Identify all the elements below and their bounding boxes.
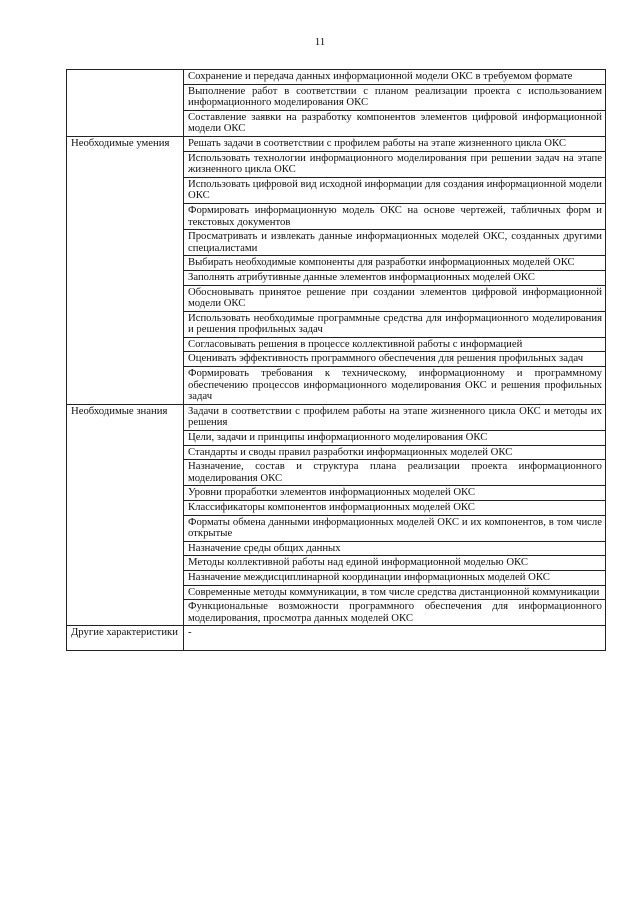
section-item: Назначение среды общих данных — [184, 541, 606, 556]
table-row — [67, 404, 606, 430]
section-item: Использовать технологии информационного моделирования при решении задач на этапе жизненного цикла ОКС — [184, 151, 606, 177]
section-item: Уровни проработки элементов информационных моделей ОКС — [184, 486, 606, 501]
section-item: Задачи в соответствии с профилем работы на этапе жизненного цикла ОКС и методы их решения — [184, 404, 606, 430]
section-item: Функциональные возможности программного обеспечения для информационного моделирования, просмотра данных моделей ОКС — [184, 600, 606, 626]
section-item: Согласовывать решения в процессе коллективной работы с информацией — [184, 337, 606, 352]
section-item: Цели, задачи и принципы информационного моделирования ОКС — [184, 431, 606, 446]
section-item: Формировать требования к техническому, информационному и программному обеспечению процессов информационного моделирования ОКС и решения профильных задач — [184, 367, 606, 405]
page-number: 11 — [314, 36, 326, 48]
section-item: Сохранение и передача данных информационной модели ОКС в требуемом формате — [184, 70, 606, 85]
section-label — [67, 70, 184, 137]
competency-table-body — [67, 70, 606, 651]
section-item: Просматривать и извлекать данные информационных моделей ОКС, созданных другими специалистами — [184, 230, 606, 256]
section-item: - — [184, 626, 606, 651]
section-label: Другие характеристики — [67, 626, 184, 651]
section-item: Использовать цифровой вид исходной информации для создания информационной модели ОКС — [184, 177, 606, 203]
competency-table — [66, 69, 606, 651]
section-item: Оценивать эффективность программного обеспечения для решения профильных задач — [184, 352, 606, 367]
section-item: Выполнение работ в соответствии с планом реализации проекта с использованием информационного моделирования ОКС — [184, 84, 606, 110]
section-item: Назначение междисциплинарной координации информационных моделей ОКС — [184, 570, 606, 585]
table-row — [67, 136, 606, 151]
section-item: Формировать информационную модель ОКС на основе чертежей, табличных форм и текстовых документов — [184, 203, 606, 229]
section-item: Методы коллективной работы над единой информационной моделью ОКС — [184, 556, 606, 571]
section-item: Использовать необходимые программные средства для информационного моделирования и решения профильных задач — [184, 311, 606, 337]
table-row — [67, 70, 606, 85]
section-item: Решать задачи в соответствии с профилем работы на этапе жизненного цикла ОКС — [184, 136, 606, 151]
section-label: Необходимые умения — [67, 136, 184, 404]
section-item: Современные методы коммуникации, в том числе средства дистанционной коммуникации — [184, 585, 606, 600]
section-item: Назначение, состав и структура плана реализации проекта информационного моделирования ОКС — [184, 460, 606, 486]
section-item: Классификаторы компонентов информационных моделей ОКС — [184, 501, 606, 516]
section-item: Выбирать необходимые компоненты для разработки информационных моделей ОКС — [184, 256, 606, 271]
section-item: Форматы обмена данными информационных моделей ОКС и их компонентов, в том числе открытые — [184, 515, 606, 541]
section-item: Стандарты и своды правил разработки информационных моделей ОКС — [184, 445, 606, 460]
section-item: Обосновывать принятое решение при создании элементов цифровой информационной модели ОКС — [184, 285, 606, 311]
section-label: Необходимые знания — [67, 404, 184, 626]
section-item: Заполнять атрибутивные данные элементов информационных моделей ОКС — [184, 270, 606, 285]
section-item: Составление заявки на разработку компонентов элементов цифровой информационной модели ОКС — [184, 110, 606, 136]
table-row — [67, 626, 606, 651]
